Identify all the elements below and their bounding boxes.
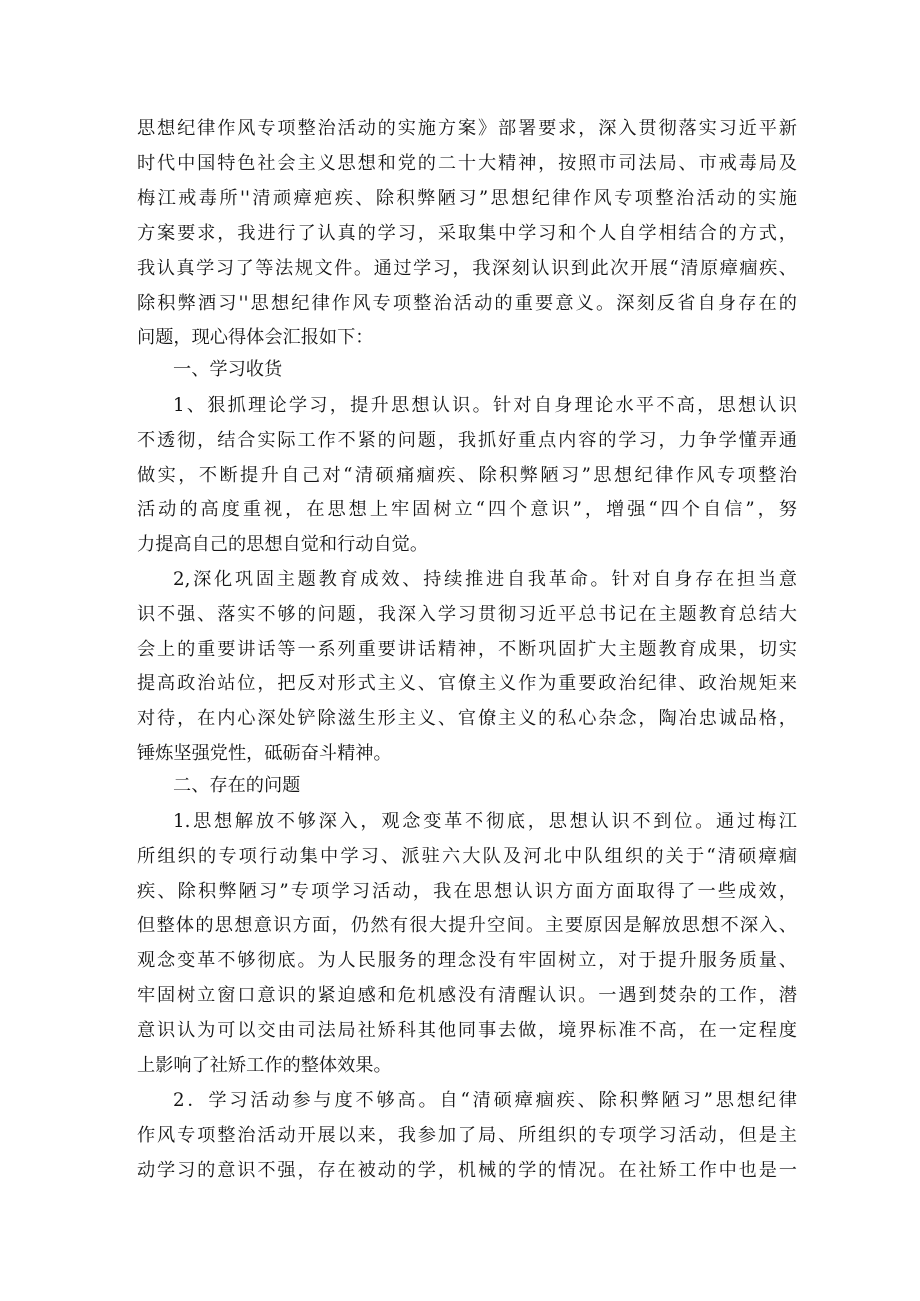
item1-line-4: 活动的高度重视，在思想上牢固树立“四个意识”，增强“四个自信”，努 (137, 499, 797, 520)
item2-line-5: 对待，在内心深处铲除滋生形主义、官僚主义的私心杂念，陶冶忠诚品格， (137, 708, 797, 729)
item1-line-2: 不透彻，结合实际工作不紧的问题，我抓好重点内容的学习，力争学懂弄通 (137, 430, 797, 451)
item3-line-3: 疾、除积弊陋习”专项学习活动，我在思想认识方面方面取得了一些成效， (137, 881, 797, 902)
section-heading-2: 二、存在的问题 (173, 775, 301, 796)
item1-line-5: 力提高自己的思想自觉和行动自觉。 (137, 534, 429, 555)
item2-line-3: 会上的重要讲话等一系列重要讲话精神，不断巩固扩大主题教育成果，切实 (137, 639, 797, 660)
item2-line-2: 识不强、落实不够的问题，我深入学习贯彻习近平总书记在主题教育总结大 (137, 604, 797, 625)
item4-line-3: 动学习的意识不强，存在被动的学，机械的学的情况。在社矫工作中也是一 (137, 1160, 797, 1181)
intro-line-7: 问题，现心得体会汇报如下： (137, 327, 374, 348)
item1-line-1: 1、狠抓理论学习，提升思想认识。针对自身理论水平不高，思想认识 (173, 395, 797, 416)
item3-line-5: 观念变革不够彻底。为人民服务的理念没有牢固树立，对于提升服务质量、 (137, 950, 797, 971)
item2-line-6: 锤炼坚强党性，砥砺奋斗精神。 (137, 743, 392, 764)
item3-line-7: 意识认为可以交由司法局社矫科其他同事去做，境界标准不高，在一定程度 (137, 1020, 797, 1041)
item1-line-3: 做实，不断提升自己对“清硕痛痼疾、除积弊陋习”思想纪律作风专项整治 (137, 465, 797, 486)
item2-line-4: 提高政治站位，把反对形式主义、官僚主义作为重要政治纪律、政治规矩来 (137, 673, 797, 694)
intro-line-3: 梅江戒毒所''清顽瘴疤疾、除积弊陋习”思想纪律作风专项整治活动的实施 (137, 188, 797, 209)
item4-line-1: 2．学习活动参与度不够高。自“清硕瘴痼疾、除积弊陋习”思想纪律 (173, 1090, 797, 1111)
intro-line-6: 除积弊酒习''思想纪律作风专项整治活动的重要意义。深刻反省自身存在的 (137, 293, 797, 314)
intro-line-5: 我认真学习了等法规文件。通过学习，我深刻认识到此次开展“清原瘴痼疾、 (137, 258, 797, 279)
item3-line-6: 牢固树立窗口意识的紧迫感和危机感没有清醒认识。一遇到焚杂的工作，潜 (137, 985, 797, 1006)
item2-line-1: 2,深化巩固主题教育成效、持续推进自我革命。针对自身存在担当意 (173, 569, 797, 590)
section-heading-1: 一、学习收货 (173, 359, 283, 380)
item3-line-8: 上影响了社矫工作的整体效果。 (137, 1055, 392, 1076)
item3-line-4: 但整体的思想意识方面，仍然有很大提升空间。主要原因是解放思想不深入、 (137, 915, 797, 936)
item3-line-1: 1.思想解放不够深入，观念变革不彻底，思想认识不到位。通过梅江 (173, 811, 797, 832)
item3-line-2: 所组织的专项行动集中学习、派驻六大队及河北中队组织的关于“清硕瘴痼 (137, 846, 797, 867)
intro-line-2: 时代中国特色社会主义思想和党的二十大精神，按照市司法局、市戒毒局及 (137, 153, 797, 174)
intro-line-4: 方案要求，我进行了认真的学习，采取集中学习和个人自学相结合的方式， (137, 223, 797, 244)
intro-line-1: 思想纪律作风专项整治活动的实施方案》部署要求，深入贯彻落实习近平新 (137, 118, 797, 139)
item4-line-2: 作风专项整治活动开展以来，我参加了局、所组织的专项学习活动，但是主 (137, 1125, 797, 1146)
